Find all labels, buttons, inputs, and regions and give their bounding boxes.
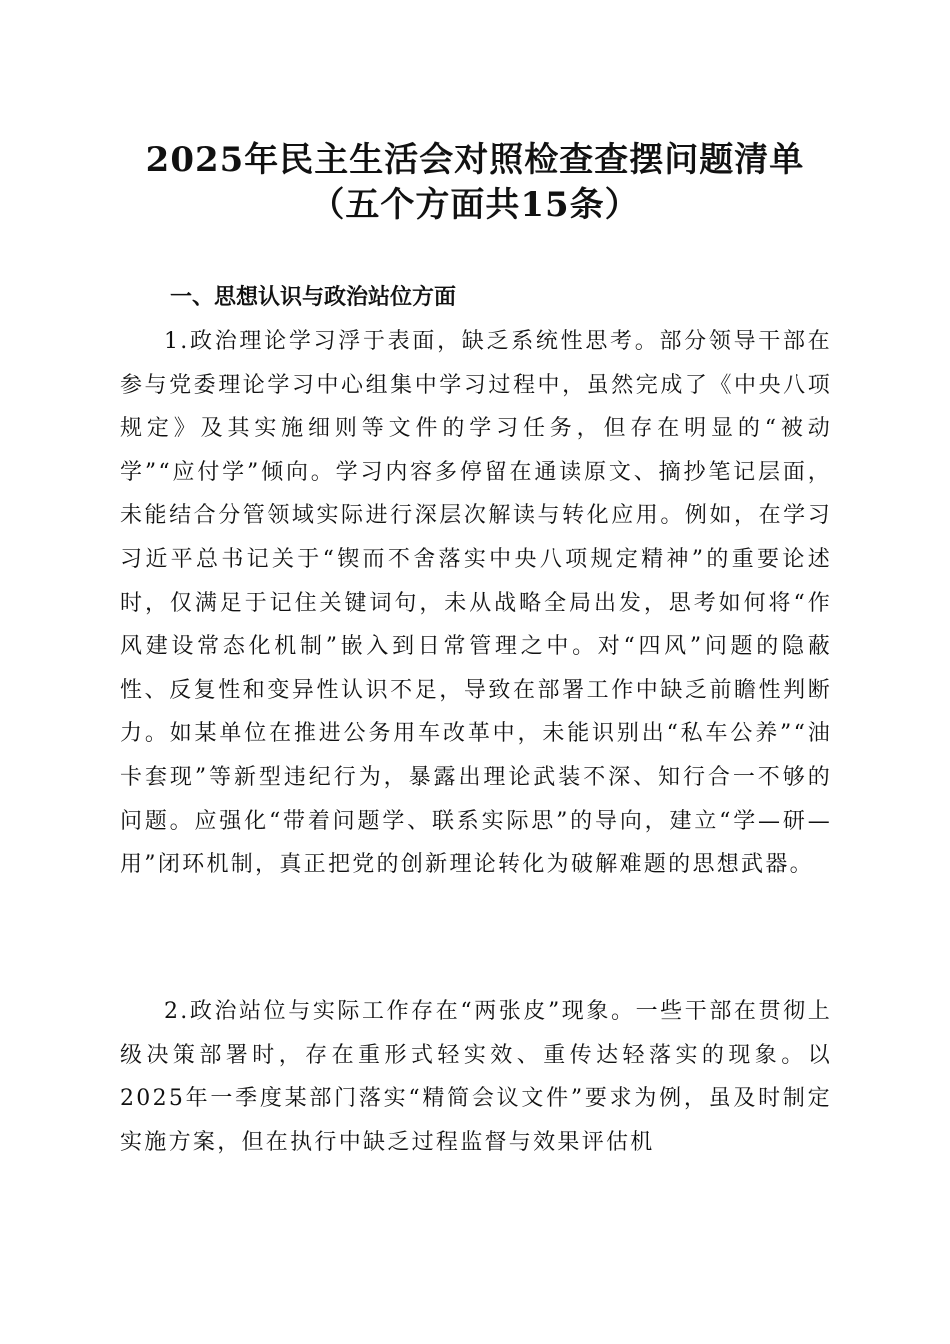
- document-subtitle: （五个方面共15条）: [310, 185, 640, 225]
- document-title: 2025年民主生活会对照检查查摆问题清单: [145, 140, 805, 180]
- paragraph-2: 2.政治站位与实际工作存在“两张皮”现象。一些干部在贯彻上级决策部署时，存在重形式轻实效、重传达轻落实的现象。以2025年一季度某部门落实“精简会议文件”要求为例，虽及时制定实施方案，但在执行中缺乏过程监督与效果评估机: [120, 999, 832, 1155]
- paragraph-1: 1.政治理论学习浮于表面，缺乏系统性思考。部分领导干部在参与党委理论学习中心组集中学习过程中，虽然完成了《中央八项规定》及其实施细则等文件的学习任务，但存在明显的“被动学”“应付学”倾向。学习内容多停留在通读原文、摘抄笔记层面，未能结合分管领域实际进行深层次解读与转化应用。例如，在学习习近平总书记关于“锲而不舍落实中央八项规定精神”的重要论述时，仅满足于记住关键词句，未从战略全局出发，思考如何将“作风建设常态化机制”嵌入到日常管理之中。对“四风”问题的隐蔽性、反复性和变异性认识不足，导致在部署工作中缺乏前瞻性判断力。如某单位在推进公务用车改革中，未能识别出“私车公养”“油卡套现”等新型违纪行为，暴露出理论武装不深、知行合一不够的问题。应强化“带着问题学、联系实际思”的导向，建立“学—研—用”闭环机制，真正把党的创新理论转化为破解难题的思想武器。: [120, 329, 832, 878]
- section-heading: 一、思想认识与政治站位方面: [170, 285, 457, 310]
